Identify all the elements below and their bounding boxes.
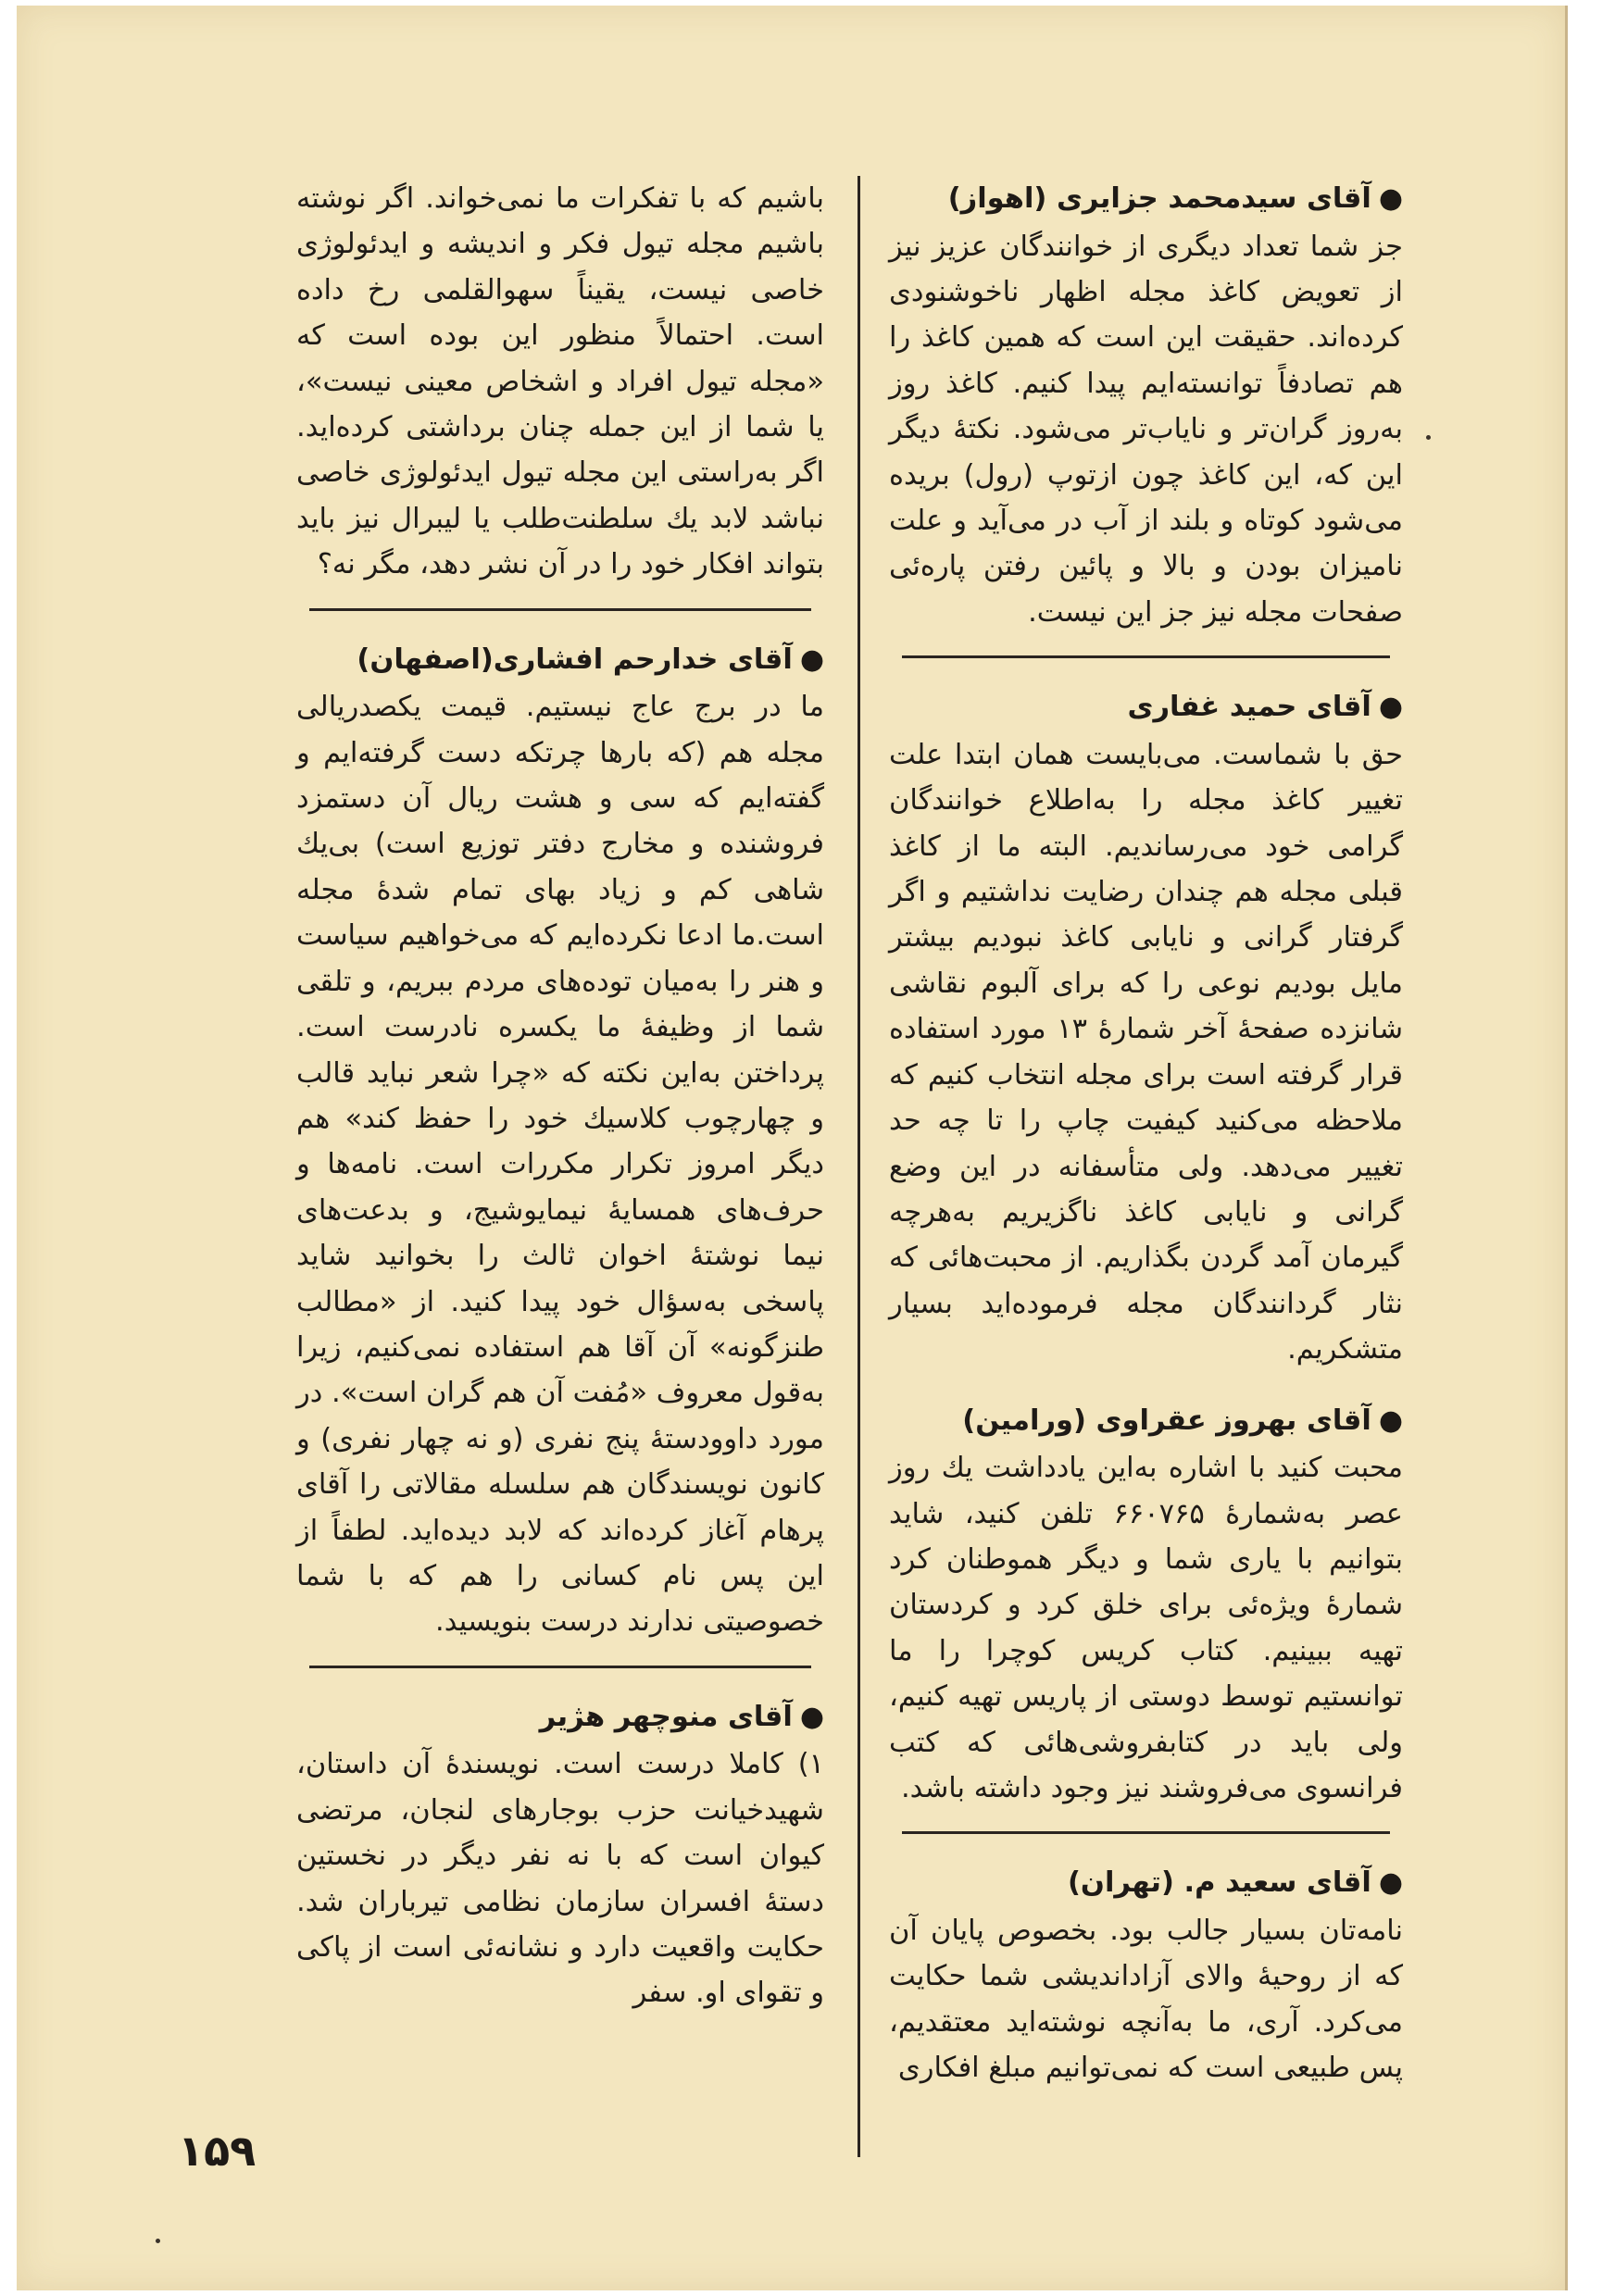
letter-reply-continued (296, 176, 824, 588)
bullet-icon: ● (1378, 1866, 1403, 1900)
bullet-icon: ● (799, 643, 824, 676)
reply-body: ۱) کاملا درست است. نویسندهٔ آن داستان، شهیدخیانت حزب بوجارهای لنجان، مرتضی کیوان است که با نه نفر دیگر در نخستین دستهٔ افسران سازمان نظامی تیرباران شد. حکایت واقعیت دارد و نشانه‌ئی است از پاکی و تقوای او. سفر (296, 1748, 824, 2010)
bullet-icon: ● (1378, 182, 1403, 215)
reply-heading: ●آقای سعید م. (تهران) (1067, 1866, 1403, 1900)
reply-heading: ●آقای سیدمحمد جزایری (اهواز) (947, 182, 1403, 215)
reply-body: حق با شماست. می‌بایست همان ابتدا علت تغییر کاغذ مجله را به‌اطلاع خوانندگان گرامی خود می‌رساندیم. البته ما از کاغذ قبلی مجله هم چندان رضایت نداشتیم و اگر گرفتار گرانی و نایابی کاغذ نبودیم بیشتر مایل بودیم نوعی را که برای آلبوم نقاشی شانزده صفحهٔ آخر شمارهٔ ۱۳ مورد استفاده قرار گرفته است برای مجله انتخاب کنیم که ملاحظه می‌کنید کیفیت چاپ را تا چه حد تغییر می‌دهد. ولی متأسفانه در این وضع گرانی و نایابی کاغذ ناگزیریم به‌هرچه گیرمان آمد گردن بگذاریم. از محبت‌هائی که نثار گردانندگان مجله فرموده‌اید بسیار متشکریم. (889, 738, 1403, 1366)
reply-body: جز شما تعداد دیگری از خوانندگان عزیز نیز از تعویض کاغذ مجله اظهار ناخوشنودی کرده‌اند. حقیقت این است که همین کاغذ را هم تصادفاً توانسته‌ایم پیدا کنیم. کاغذ روز به‌روز گران‌تر و نایاب‌تر می‌شود. نکتهٔ دیگر این که، این کاغذ چون ازتوپ (رول) بریده می‌شود کوتاه و بلند از آب در می‌آید و علت نامیزان بودن و بالا و پائین رفتن پاره‌ئی صفحات مجله نیز جز این نیست. (889, 230, 1403, 629)
divider (902, 655, 1390, 658)
divider (902, 1831, 1390, 1834)
print-speck (1426, 435, 1431, 440)
right-column (889, 176, 1403, 2091)
divider (309, 608, 811, 611)
letter-reply (889, 1398, 1403, 1812)
bullet-icon: ● (1378, 691, 1403, 724)
reply-body: باشیم که با تفکرات ما نمی‌خواند. اگر نوشته باشیم مجله تیول فکر و اندیشه و ایدئولوژی خاصی نیست، یقیناً سهوالقلمی رخ داده است. احتمالاً منظور این بوده است که «مجله تیول افراد و اشخاص معینی نیست»، یا شما از این جمله چنان برداشتی کرده‌اید. اگر به‌راستی این مجله تیول ایدئولوژی خاصی نباشد لابد یك سلطنت‌طلب یا لیبرال نیز باید بتواند افکار خود را در آن نشر دهد، مگر نه؟ (296, 182, 824, 581)
bullet-icon: ● (799, 1700, 824, 1733)
reply-body: محبت کنید با اشاره به‌این یادداشت یك روز عصر به‌شمارهٔ ۶۶۰۷۶۵ تلفن کنید، شاید بتوانیم با یاری شما و دیگر هموطنان کرد شمارهٔ ویژه‌ئی برای خلق کرد و کردستان تهیه ببینیم. کتاب کریس کوچرا را ما توانستیم توسط دوستی از پاریس تهیه کنیم، ولی باید در کتابفروشی‌هائی که کتب فرانسوی می‌فروشند نیز وجود داشته باشد. (889, 1452, 1403, 1804)
reply-body: نامه‌تان بسیار جالب بود. بخصوص پایان آن که از روحیهٔ والای آزاداندیشی شما حکایت می‌کرد. آری، ما به‌آنچه نوشته‌اید معتقدیم، پس طبیعی است که نمی‌توانیم مبلغ افکاری (889, 1914, 1403, 2085)
column-divider (858, 176, 860, 2157)
reply-body: ما در برج عاج نیستیم. قیمت یکصدریالی مجله هم (که بارها چرتکه دست گرفته‌ایم و گفته‌ایم که سی و هشت ریال آن دستمزد فروشنده و مخارج دفتر توزیع است) بی‌یك شاهی کم و زیاد بهای تمام شدهٔ مجله است.ما ادعا نکرده‌ایم که می‌خواهیم سیاست و هنر را به‌میان توده‌های مردم ببریم، و تلقی شما از وظیفهٔ ما یکسره نادرست است. پرداختن به‌این نکته که «چرا شعر نباید قالب و چهارچوب کلاسیك خود را حفظ کند» هم دیگر امروز تکرار مکررات است. نامه‌ها و حرف‌های همسایهٔ نیمایوشیج، و بدعت‌های نیما نوشتهٔ اخوان ثالث را بخوانید شاید پاسخی به‌سؤال خود پیدا کنید. از «مطالب طنزگونه» آن آقا هم استفاده نمی‌کنیم، زیرا به‌قول معروف «مُفت آن هم گران است». در مورد داوودستهٔ پنج نفری (و نه چهار نفری) و کانون نویسندگان هم سلسله مقالاتی را آقای پرهام آغاز کرده‌اند که لابد دیده‌اید. لطفاً از این پس نام کسانی را هم که با شما خصوصیتی ندارند درست بنویسید. (296, 691, 824, 1639)
letter-reply (889, 176, 1403, 635)
print-speck (156, 2239, 160, 2243)
reply-heading: ●آقای خدارحم افشاری(اصفهان) (357, 643, 824, 676)
letter-reply (889, 1860, 1403, 2090)
bullet-icon: ● (1378, 1404, 1403, 1437)
letter-reply (296, 1694, 824, 2016)
page-number: ۱۵۹ (178, 2126, 257, 2176)
letter-reply (889, 684, 1403, 1372)
left-column (296, 176, 824, 2016)
reply-heading: ●آقای حمید غفاری (1127, 691, 1403, 724)
reply-heading: ●آقای منوچهر هژیر (539, 1700, 824, 1733)
divider (309, 1666, 811, 1668)
spacer (889, 1382, 1403, 1385)
letter-reply (296, 637, 824, 1645)
reply-heading: ●آقای بهروز عقراوی (ورامین) (962, 1404, 1403, 1437)
